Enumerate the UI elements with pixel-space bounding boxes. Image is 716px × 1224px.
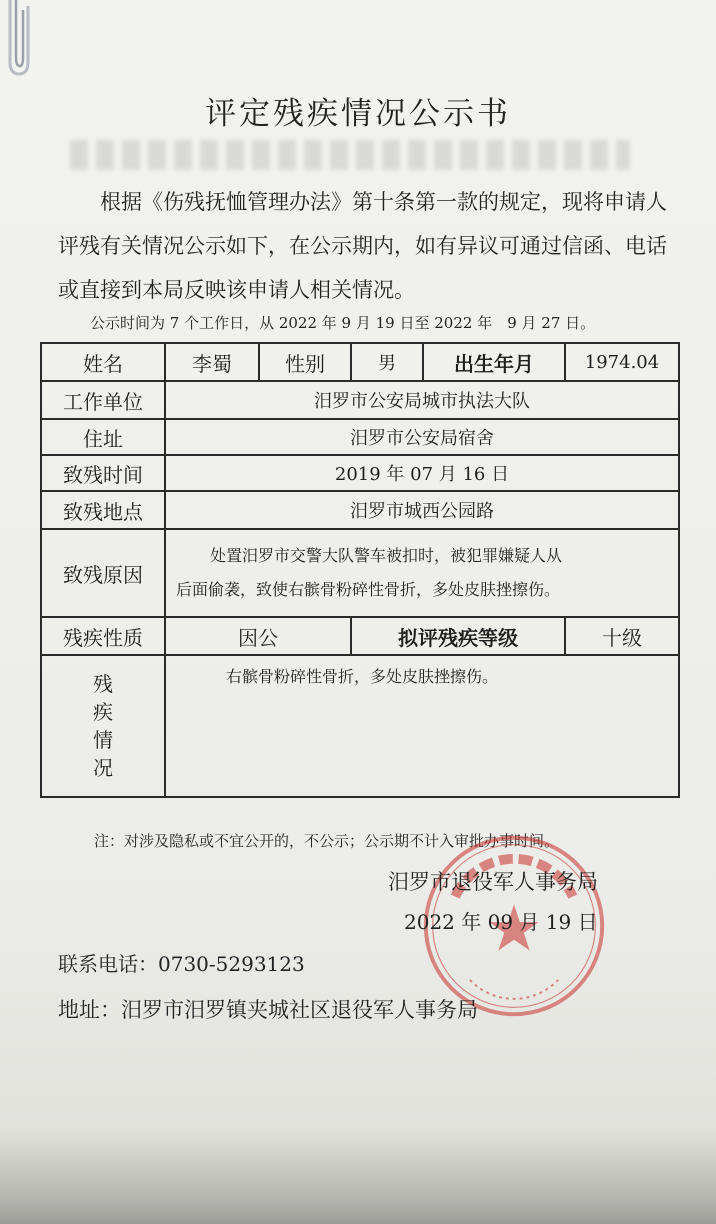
name-value: 李蜀 [165, 343, 259, 381]
workplace-label: 工作单位 [41, 381, 165, 419]
injury-place-value: 汨罗市城西公园路 [165, 491, 679, 529]
birth-label: 出生年月 [423, 343, 565, 381]
condition-label [41, 655, 165, 797]
table-row [41, 381, 679, 419]
issuer-name: 汨罗市退役军人事务局 [388, 870, 598, 894]
table-row [41, 419, 679, 455]
workplace-value: 汨罗市公安局城市执法大队 [165, 381, 679, 419]
contact-label: 联系电话： [58, 952, 158, 976]
table-row [41, 343, 679, 381]
table-row [41, 529, 679, 617]
intro-paragraph [58, 180, 678, 312]
footnote: 注：对涉及隐私或不宜公开的，不公示；公示期不计入审批办事时间。 [94, 832, 560, 850]
condition-label-char: 况 [93, 756, 113, 780]
cause-line-1: 处置汨罗市交警大队警车被扣时，被犯罪嫌疑人从 [210, 546, 563, 565]
paper-shadow [0, 1134, 716, 1224]
grade-label: 拟评残疾等级 [351, 617, 565, 655]
grade-value: 十级 [565, 617, 679, 655]
bleed-through-marks [70, 140, 630, 170]
contact-line [58, 948, 305, 977]
address-label: 住址 [41, 419, 165, 455]
injury-place-label: 致残地点 [41, 491, 165, 529]
cause-line-2: 后面偷袭，致使右髌骨粉碎性骨折，多处皮肤挫擦伤。 [176, 580, 561, 599]
table-row [41, 455, 679, 491]
cause-value [165, 529, 679, 617]
cause-label: 致残原因 [41, 529, 165, 617]
nature-value: 因公 [165, 617, 351, 655]
gender-label: 性别 [259, 343, 351, 381]
injury-time-label: 致残时间 [41, 455, 165, 491]
table-row [41, 491, 679, 529]
address-value: 汨罗市公安局宿舍 [165, 419, 679, 455]
condition-value: 右髌骨粉碎性骨折，多处皮肤挫擦伤。 [165, 655, 679, 797]
info-table [40, 342, 680, 798]
issue-date: 2022 年 09 月 19 日 [404, 910, 598, 934]
intro-text: 根据《伤残抚恤管理办法》第十条第一款的规定，现将申请人评残有关情况公示如下，在公示期内，如有异议可通过信函、电话或直接到本局反映该申请人相关情况。 [58, 190, 667, 302]
paperclip-icon [2, 0, 32, 80]
address-line: 地址：汨罗市汨罗镇夹城社区退役军人事务局 [58, 998, 478, 1022]
table-row [41, 617, 679, 655]
condition-label-char: 情 [93, 728, 113, 752]
table-row [41, 655, 679, 797]
notice-period: 公示时间为 7 个工作日，从 2022 年 9 月 19 日至 2022 年 9 月 27 日。 [90, 314, 596, 332]
birth-value: 1974.04 [565, 343, 679, 381]
condition-label-char: 疾 [93, 700, 113, 724]
nature-label: 残疾性质 [41, 617, 165, 655]
contact-phone: 0730-5293123 [158, 952, 305, 976]
document-title: 评定残疾情况公示书 [205, 96, 511, 132]
gender-value: 男 [351, 343, 423, 381]
name-label: 姓名 [41, 343, 165, 381]
injury-time-value: 2019 年 07 月 16 日 [165, 455, 679, 491]
condition-label-char: 残 [93, 672, 113, 696]
